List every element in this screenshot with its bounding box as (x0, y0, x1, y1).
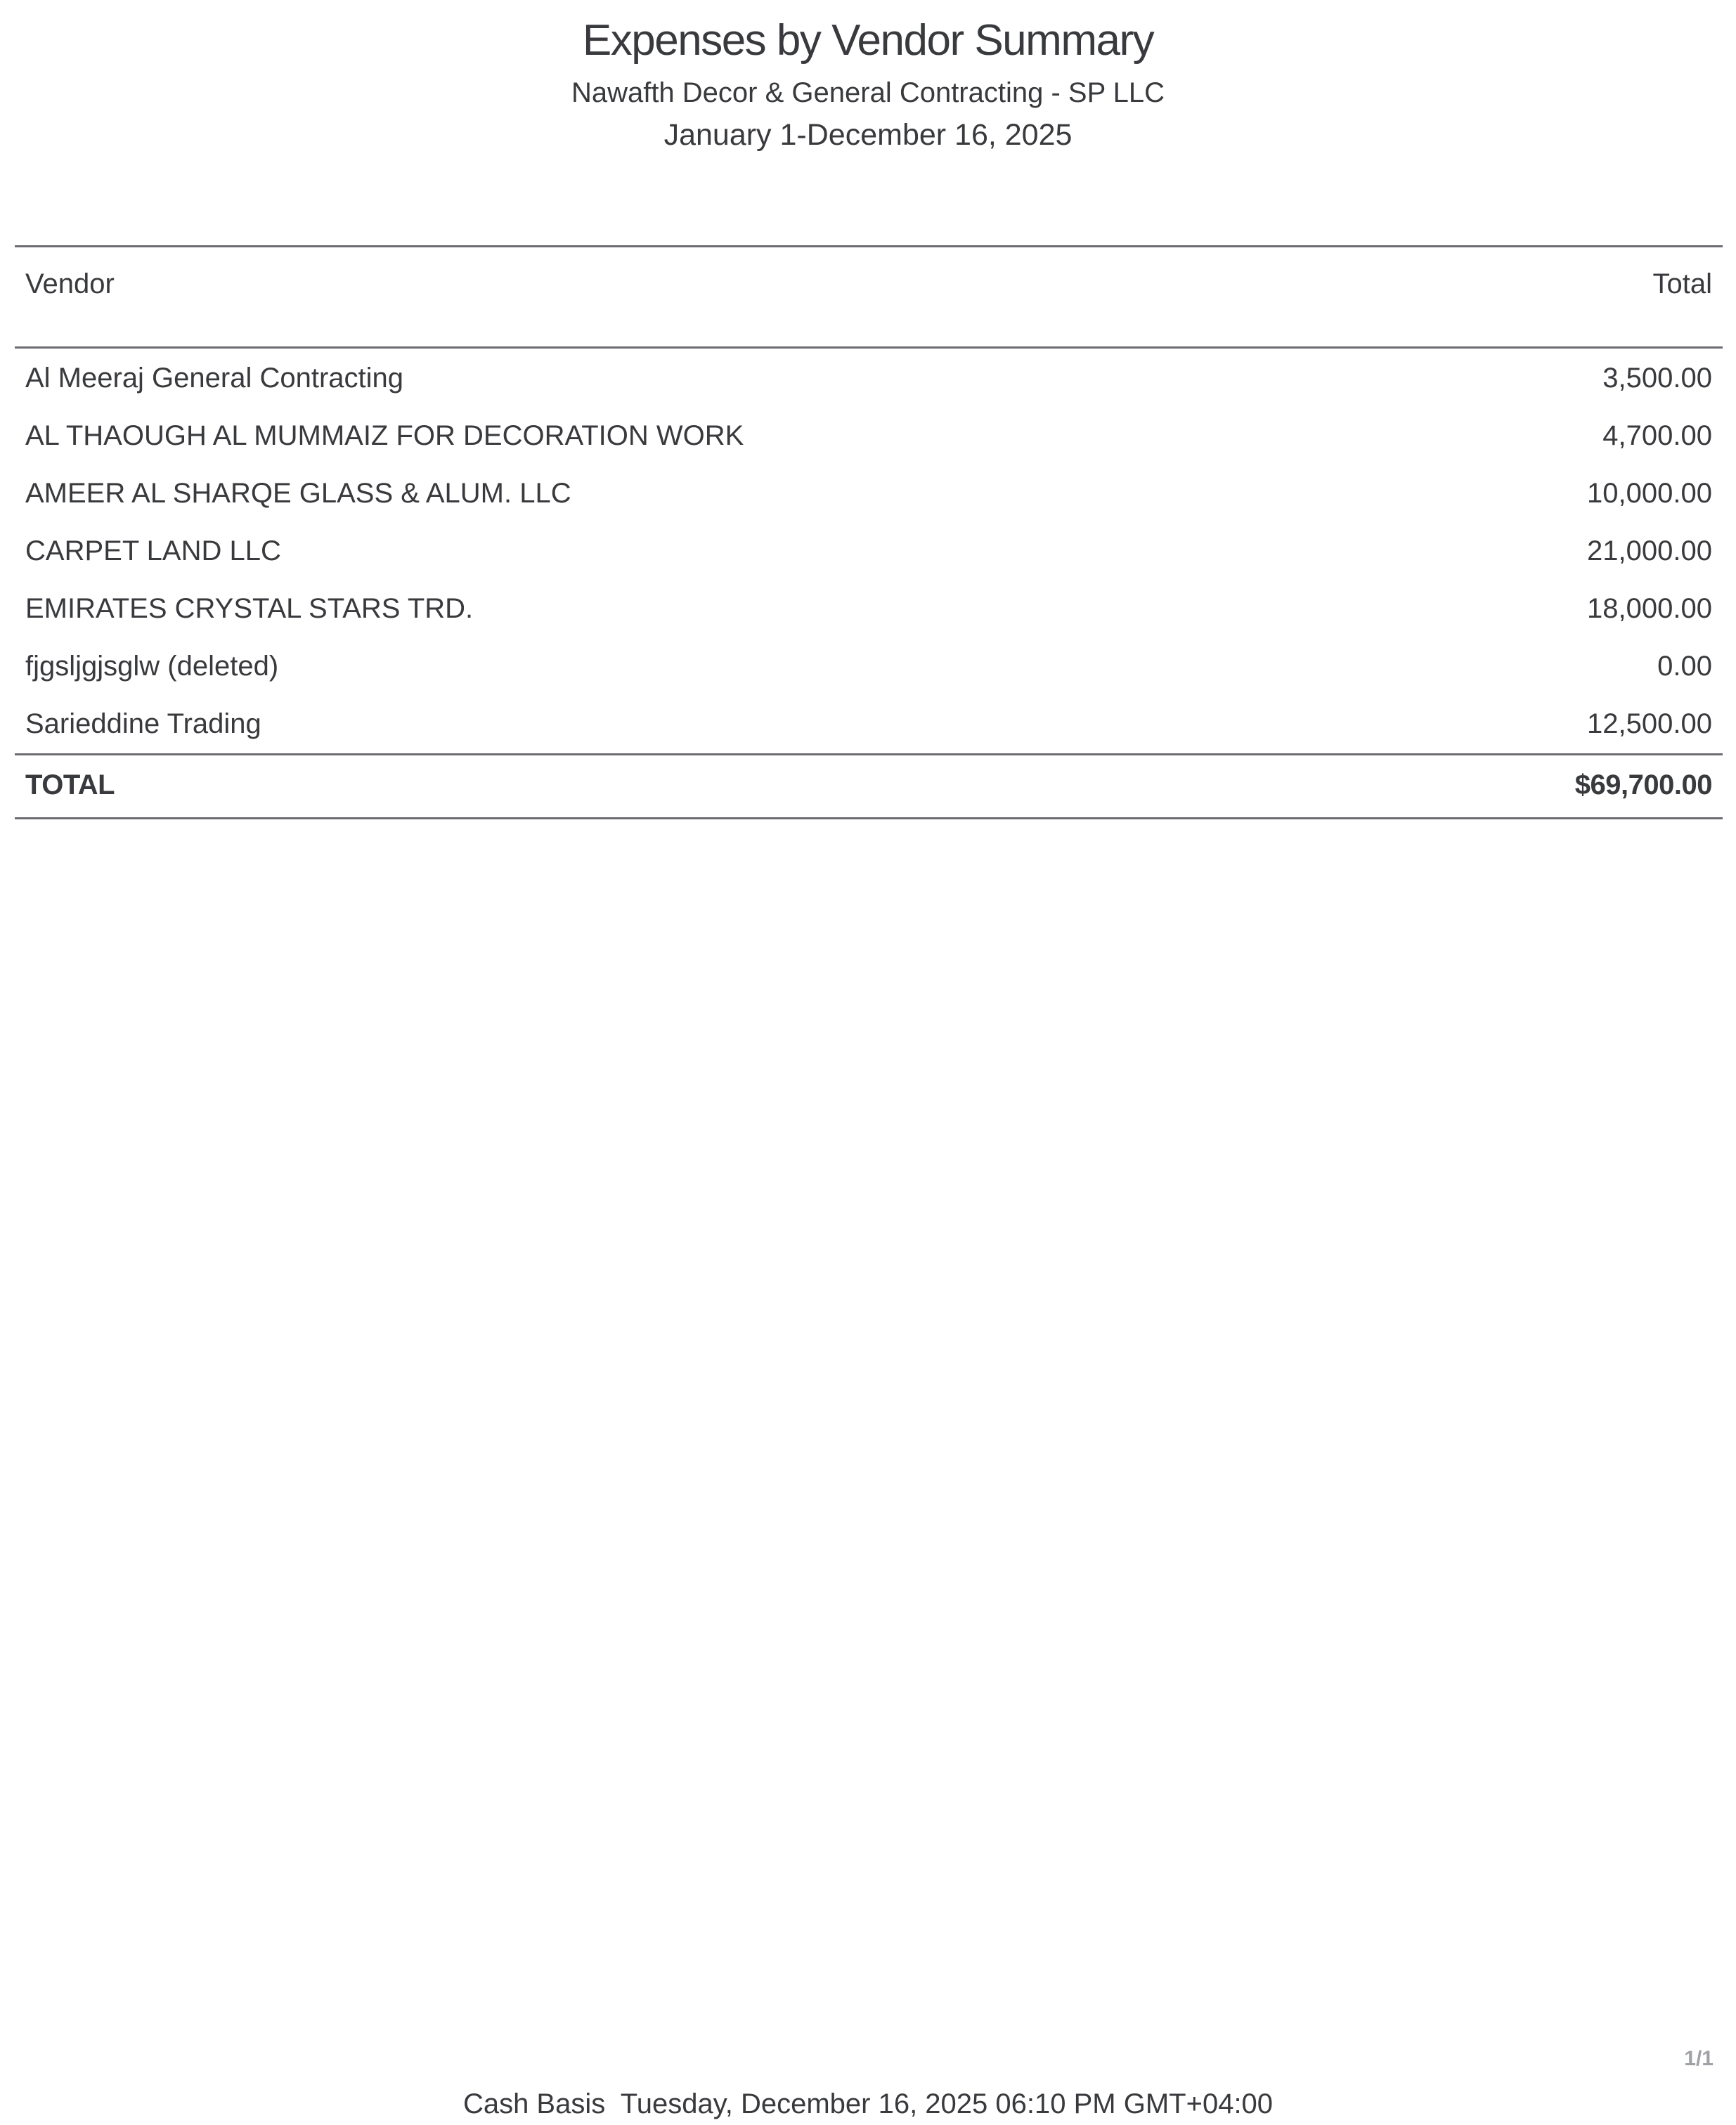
table-row (15, 464, 1723, 521)
total-row (15, 755, 1723, 817)
total-label: TOTAL (25, 769, 115, 800)
date-range: January 1-December 16, 2025 (663, 118, 1073, 152)
table-row (15, 694, 1723, 752)
vendor-total[interactable]: 18,000.00 (1587, 593, 1712, 624)
table-row (15, 579, 1723, 637)
vendor-total[interactable]: 10,000.00 (1587, 478, 1712, 509)
vendor-name[interactable]: Sarieddine Trading (25, 708, 261, 739)
vendor-name[interactable]: Al Meeraj General Contracting (25, 363, 404, 394)
vendor-name[interactable]: AMEER AL SHARQE GLASS & ALUM. LLC (25, 478, 571, 509)
table-row (15, 349, 1723, 406)
vendor-total[interactable]: 21,000.00 (1587, 535, 1712, 566)
company-name: Nawafth Decor & General Contracting - SP LLC (571, 77, 1165, 108)
table-header-row (15, 247, 1723, 346)
report-timestamp: Tuesday, December 16, 2025 06:10 PM GMT+04:00 (620, 2088, 1274, 2119)
vendor-total[interactable]: 0.00 (1657, 651, 1712, 682)
page-number: 1/1 (1684, 2047, 1714, 2070)
table-bottom-rule (15, 817, 1723, 819)
vendor-name[interactable]: EMIRATES CRYSTAL STARS TRD. (25, 593, 474, 624)
report-footer (0, 2084, 1736, 2124)
vendor-name[interactable]: fjgsljgjsglw (deleted) (25, 651, 279, 682)
table-row (15, 406, 1723, 464)
vendor-column-header[interactable]: Vendor (25, 268, 115, 299)
report-title: Expenses by Vendor Summary (582, 16, 1154, 65)
total-column-header[interactable]: Total (1652, 268, 1712, 299)
vendor-total[interactable]: 3,500.00 (1602, 363, 1712, 394)
vendor-name[interactable]: AL THAOUGH AL MUMMAIZ FOR DECORATION WORK (25, 420, 744, 451)
vendor-total[interactable]: 4,700.00 (1602, 420, 1712, 451)
vendor-name[interactable]: CARPET LAND LLC (25, 535, 281, 566)
table-row (15, 521, 1723, 579)
vendor-total[interactable]: 12,500.00 (1587, 708, 1712, 739)
table-row (15, 637, 1723, 694)
accounting-basis: Cash Basis (462, 2088, 606, 2119)
total-value[interactable]: $69,700.00 (1574, 769, 1712, 800)
